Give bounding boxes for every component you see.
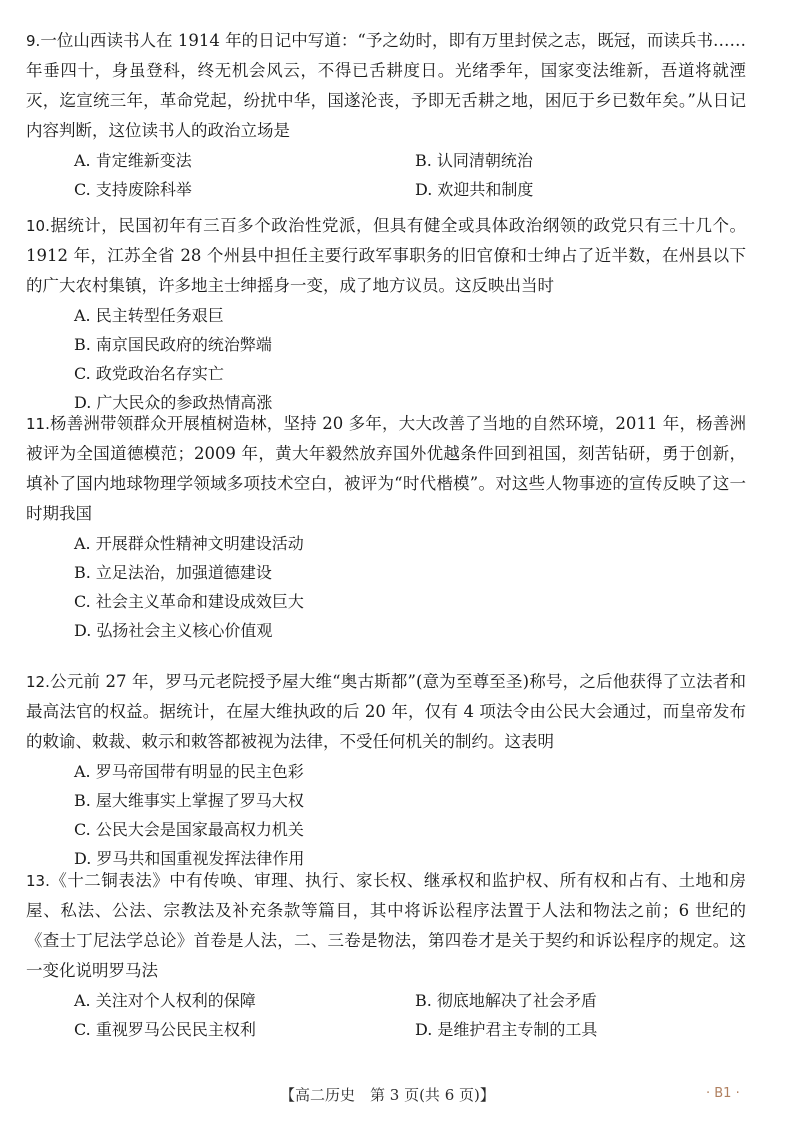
question-stem (26, 409, 746, 529)
question-13 (26, 866, 746, 1044)
exam-code: · B1 · (706, 1086, 740, 1101)
option-list (26, 757, 746, 873)
question-stem (26, 211, 746, 301)
option-a: A. 肯定维新变法 (74, 151, 192, 170)
question-number: 9. (26, 32, 41, 50)
option-d: D. 弘扬社会主义核心价值观 (74, 621, 273, 640)
question-10 (26, 211, 746, 417)
question-stem (26, 866, 746, 986)
question-text: 一位山西读书人在 1914 年的日记中写道：“予之幼时，即有万里封侯之志，既冠，而读兵书……年垂四十，身虽登科，终无机会风云，不得已舌耕度日。光绪季年，国家变法维新，吾道将就湮灭，迄宣统三年，革命党起，纷扰中华，国遂沦丧，予即无舌耕之地，困厄于乡已数年矣。”从日记内容判断，这位读书人的政治立场是 (26, 31, 746, 140)
question-11 (26, 409, 746, 645)
question-stem (26, 26, 746, 146)
question-12 (26, 667, 746, 873)
option-a: A. 罗马帝国带有明显的民主色彩 (74, 762, 304, 781)
option-d: D. 广大民众的参政热情高涨 (74, 393, 273, 412)
option-list (26, 529, 746, 645)
option-d: D. 罗马共和国重视发挥法律作用 (74, 849, 305, 868)
option-a: A. 民主转型任务艰巨 (74, 306, 224, 325)
question-number: 13. (26, 872, 50, 890)
page-footer (0, 1080, 794, 1110)
option-c: C. 重视罗马公民民主权利 (74, 1020, 256, 1039)
question-number: 10. (26, 217, 50, 235)
option-c: C. 政党政治名存实亡 (74, 364, 224, 383)
option-a: A. 关注对个人权利的保障 (74, 991, 256, 1010)
question-text: 公元前 27 年，罗马元老院授予屋大维“奥古斯都”(意为至尊至圣)称号，之后他获得了立法者和最高法官的权益。据统计，在屋大维执政的后 20 年，仅有 4 项法令由公民大会通过，而皇帝发布的敕谕、敕裁、敕示和敕答都被视为法律，不受任何机关的制约。这表明 (26, 672, 746, 751)
question-text: 据统计，民国初年有三百多个政治性党派，但具有健全或具体政治纲领的政党只有三十几个。1912 年，江苏全省 28 个州县中担任主要行政军事职务的旧官僚和士绅占了近半数，在州县以下的广大农村集镇，许多地主士绅摇身一变，成了地方议员。这反映出当时 (26, 216, 746, 295)
question-stem (26, 667, 746, 757)
question-text: 杨善洲带领群众开展植树造林，坚持 20 多年，大大改善了当地的自然环境，2011 年，杨善洲被评为全国道德模范；2009 年，黄大年毅然放弃国外优越条件回到祖国，刻苦钻研，勇于创新，填补了国内地球物理学领域多项技术空白，被评为“时代楷模”。对这些人物事迹的宣传反映了这一时期我国 (26, 414, 746, 523)
option-b: B. 立足法治，加强道德建设 (74, 563, 272, 582)
option-list (26, 301, 746, 417)
option-d: D. 欢迎共和制度 (415, 180, 534, 199)
option-b: B. 彻底地解决了社会矛盾 (415, 991, 597, 1010)
question-number: 12. (26, 673, 50, 691)
question-text: 《十二铜表法》中有传唤、审理、执行、家长权、继承权和监护权、所有权和占有、土地和房屋、私法、公法、宗教法及补充条款等篇目，其中将诉讼程序法置于人法和物法之前；6 世纪的《查士丁尼法学总论》首卷是人法，二、三卷是物法，第四卷才是关于契约和诉讼程序的规定。这一变化说明罗马法 (26, 871, 746, 980)
option-c: C. 公民大会是国家最高权力机关 (74, 820, 304, 839)
option-b: B. 认同清朝统治 (415, 151, 533, 170)
option-list (26, 146, 746, 204)
question-9 (26, 26, 746, 204)
option-c: C. 社会主义革命和建设成效巨大 (74, 592, 304, 611)
question-number: 11. (26, 415, 50, 433)
page-number-label: 【高二历史 第 3 页(共 6 页)】 (280, 1086, 495, 1104)
option-a: A. 开展群众性精神文明建设活动 (74, 534, 304, 553)
option-b: B. 屋大维事实上掌握了罗马大权 (74, 791, 304, 810)
option-d: D. 是维护君主专制的工具 (415, 1020, 598, 1039)
option-b: B. 南京国民政府的统治弊端 (74, 335, 272, 354)
option-list (26, 986, 746, 1044)
option-c: C. 支持废除科举 (74, 180, 192, 199)
